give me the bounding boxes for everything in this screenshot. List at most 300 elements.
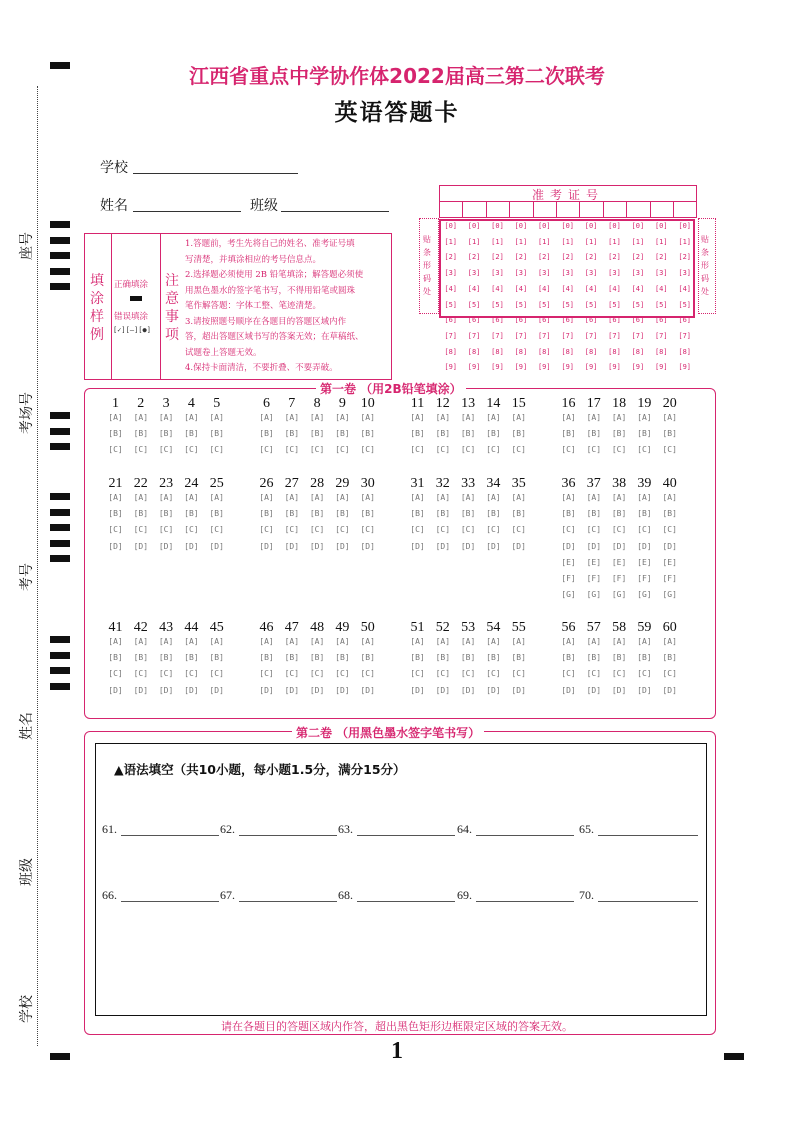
answer-bubble[interactable]: [C] (460, 525, 476, 535)
exam-id-bubble[interactable]: [5] (678, 300, 692, 309)
answer-bubble[interactable]: [D] (561, 541, 576, 551)
answer-bubble[interactable]: [D] (511, 685, 526, 695)
exam-id-bubble[interactable]: [0] (561, 222, 575, 230)
exam-id-bubble[interactable]: [2] (444, 253, 458, 262)
exam-id-bubble[interactable]: [8] (444, 347, 458, 356)
answer-bubble[interactable]: [C] (184, 525, 199, 535)
exam-id-bubble[interactable]: [5] (444, 300, 458, 309)
answer-bubble[interactable]: [G] (611, 590, 627, 600)
exam-id-bubble[interactable]: [8] (514, 347, 528, 356)
exam-id-bubble[interactable]: [1] (444, 237, 458, 246)
exam-id-bubble[interactable]: [9] (514, 363, 528, 372)
answer-bubble[interactable]: [B] (460, 429, 476, 439)
exam-id-bubble[interactable]: [4] (678, 284, 692, 293)
answer-bubble[interactable]: [A] (335, 637, 350, 646)
answer-bubble[interactable]: [A] (108, 493, 123, 502)
exam-id-bubble[interactable]: [6] (537, 316, 551, 325)
exam-id-bubble[interactable]: [3] (537, 269, 551, 278)
answer-bubble[interactable]: [B] (435, 509, 451, 519)
exam-id-bubble[interactable]: [8] (584, 347, 598, 356)
answer-bubble[interactable]: [B] (133, 653, 149, 663)
exam-id-box[interactable] (673, 201, 697, 218)
answer-bubble[interactable]: [D] (108, 685, 123, 695)
answer-bubble[interactable]: [C] (611, 525, 627, 535)
answer-bubble[interactable]: [A] (511, 493, 526, 502)
exam-id-bubble[interactable]: [6] (631, 316, 645, 325)
answer-line[interactable] (598, 900, 698, 902)
answer-bubble[interactable]: [E] (586, 557, 602, 567)
answer-bubble[interactable]: [B] (561, 653, 576, 663)
answer-bubble[interactable]: [A] (309, 413, 325, 422)
answer-bubble[interactable]: [C] (158, 445, 174, 455)
answer-bubble[interactable]: [B] (486, 653, 501, 663)
exam-id-bubble[interactable]: [8] (608, 347, 621, 356)
answer-bubble[interactable]: [B] (259, 653, 274, 663)
exam-id-bubble[interactable]: [0] (537, 222, 551, 230)
answer-bubble[interactable]: [B] (309, 429, 325, 439)
answer-bubble[interactable]: [A] (586, 493, 602, 502)
answer-line[interactable] (357, 834, 455, 836)
answer-bubble[interactable]: [C] (561, 445, 576, 455)
exam-id-bubble[interactable]: [7] (537, 331, 551, 340)
answer-bubble[interactable]: [D] (435, 541, 451, 551)
answer-bubble[interactable]: [D] (586, 541, 602, 551)
answer-bubble[interactable]: [A] (259, 413, 274, 422)
exam-id-bubble[interactable]: [0] (514, 222, 528, 230)
answer-bubble[interactable]: [A] (360, 493, 375, 502)
answer-line[interactable] (239, 834, 337, 836)
answer-line[interactable] (476, 900, 574, 902)
answer-bubble[interactable]: [C] (460, 669, 476, 679)
answer-bubble[interactable]: [C] (335, 669, 350, 679)
exam-id-bubble[interactable]: [6] (444, 316, 458, 325)
exam-id-bubble[interactable]: [7] (631, 331, 645, 340)
answer-bubble[interactable]: [A] (611, 637, 627, 646)
answer-bubble[interactable]: [B] (284, 429, 300, 439)
answer-bubble[interactable]: [A] (611, 413, 627, 422)
answer-bubble[interactable]: [E] (561, 557, 576, 567)
exam-id-bubble[interactable]: [8] (678, 347, 692, 356)
answer-bubble[interactable]: [A] (184, 413, 199, 422)
answer-bubble[interactable]: [D] (611, 685, 627, 695)
answer-bubble[interactable]: [C] (561, 525, 576, 535)
answer-line[interactable] (476, 834, 574, 836)
exam-id-bubble[interactable]: [3] (584, 269, 598, 278)
exam-id-bubble[interactable]: [4] (467, 284, 481, 293)
exam-id-bubble[interactable]: [6] (608, 316, 621, 325)
answer-bubble[interactable]: [B] (637, 509, 652, 519)
exam-id-bubble[interactable]: [3] (514, 269, 528, 278)
exam-id-bubble[interactable]: [7] (444, 331, 458, 340)
answer-bubble[interactable]: [A] (637, 637, 652, 646)
answer-line[interactable] (598, 834, 698, 836)
answer-bubble[interactable]: [C] (360, 669, 375, 679)
answer-bubble[interactable]: [E] (662, 557, 677, 567)
answer-bubble[interactable]: [D] (158, 541, 174, 551)
exam-id-bubble[interactable]: [9] (631, 363, 645, 372)
answer-bubble[interactable]: [A] (561, 637, 576, 646)
answer-bubble[interactable]: [B] (108, 429, 123, 439)
exam-id-bubble[interactable]: [5] (537, 300, 551, 309)
exam-id-bubble[interactable]: [8] (537, 347, 551, 356)
school-field[interactable] (133, 157, 298, 174)
answer-bubble[interactable]: [A] (284, 493, 300, 502)
answer-bubble[interactable]: [A] (662, 493, 677, 502)
exam-id-bubble[interactable]: [6] (514, 316, 528, 325)
answer-bubble[interactable]: [C] (284, 445, 300, 455)
exam-id-bubble[interactable]: [1] (584, 237, 598, 246)
answer-bubble[interactable]: [A] (133, 637, 149, 646)
answer-bubble[interactable]: [F] (637, 574, 652, 583)
answer-bubble[interactable]: [C] (586, 525, 602, 535)
answer-bubble[interactable]: [D] (611, 541, 627, 551)
answer-bubble[interactable]: [A] (435, 413, 451, 422)
exam-id-bubble[interactable]: [7] (584, 331, 598, 340)
answer-bubble[interactable]: [C] (586, 669, 602, 679)
answer-bubble[interactable]: [A] (662, 637, 677, 646)
answer-bubble[interactable]: [D] (360, 685, 375, 695)
exam-id-bubble[interactable]: [8] (561, 347, 575, 356)
answer-bubble[interactable]: [B] (662, 509, 677, 519)
answer-bubble[interactable]: [A] (259, 493, 274, 502)
answer-bubble[interactable]: [D] (259, 685, 274, 695)
answer-bubble[interactable]: [B] (486, 509, 501, 519)
answer-bubble[interactable]: [D] (486, 541, 501, 551)
answer-bubble[interactable]: [A] (586, 413, 602, 422)
answer-bubble[interactable]: [C] (637, 525, 652, 535)
exam-id-bubble[interactable]: [9] (537, 363, 551, 372)
answer-bubble[interactable]: [A] (158, 413, 174, 422)
answer-bubble[interactable]: [D] (108, 541, 123, 551)
answer-bubble[interactable]: [B] (133, 509, 149, 519)
answer-bubble[interactable]: [D] (259, 541, 274, 551)
class-field[interactable] (281, 195, 389, 212)
answer-bubble[interactable]: [G] (637, 590, 652, 600)
answer-bubble[interactable]: [B] (662, 653, 677, 663)
exam-id-bubble[interactable]: [7] (608, 331, 621, 340)
answer-bubble[interactable]: [C] (511, 669, 526, 679)
answer-bubble[interactable]: [A] (637, 413, 652, 422)
answer-bubble[interactable]: [B] (511, 509, 526, 519)
answer-bubble[interactable]: [B] (511, 429, 526, 439)
answer-bubble[interactable]: [C] (335, 445, 350, 455)
answer-bubble[interactable]: [A] (158, 637, 174, 646)
exam-id-bubble[interactable]: [8] (631, 347, 645, 356)
exam-id-box[interactable] (462, 201, 486, 218)
answer-bubble[interactable]: [B] (259, 509, 274, 519)
exam-id-bubble[interactable]: [1] (514, 237, 528, 246)
answer-bubble[interactable]: [D] (410, 685, 425, 695)
answer-bubble[interactable]: [C] (284, 669, 300, 679)
answer-bubble[interactable]: [A] (662, 413, 677, 422)
answer-line[interactable] (357, 900, 455, 902)
answer-bubble[interactable]: [A] (511, 637, 526, 646)
exam-id-bubble[interactable]: [4] (584, 284, 598, 293)
exam-id-bubble[interactable]: [9] (491, 363, 504, 372)
answer-bubble[interactable]: [A] (335, 413, 350, 422)
answer-bubble[interactable]: [B] (360, 509, 375, 519)
answer-bubble[interactable]: [C] (486, 669, 501, 679)
exam-id-bubble[interactable]: [2] (678, 253, 692, 262)
answer-bubble[interactable]: [D] (184, 541, 199, 551)
exam-id-bubble[interactable]: [9] (678, 363, 692, 372)
answer-bubble[interactable]: [D] (486, 685, 501, 695)
exam-id-bubble[interactable]: [8] (654, 347, 668, 356)
exam-id-bubble[interactable]: [4] (537, 284, 551, 293)
answer-bubble[interactable]: [A] (158, 493, 174, 502)
exam-id-bubble[interactable]: [9] (654, 363, 668, 372)
exam-id-bubble[interactable]: [4] (444, 284, 458, 293)
answer-bubble[interactable]: [A] (460, 493, 476, 502)
answer-bubble[interactable]: [B] (360, 429, 375, 439)
answer-bubble[interactable]: [B] (561, 509, 576, 519)
name-field[interactable] (133, 195, 241, 212)
answer-bubble[interactable]: [B] (460, 509, 476, 519)
exam-id-bubble[interactable]: [6] (654, 316, 668, 325)
answer-bubble[interactable]: [B] (309, 509, 325, 519)
answer-bubble[interactable]: [B] (662, 429, 677, 439)
answer-bubble[interactable]: [B] (410, 509, 425, 519)
exam-id-bubble[interactable]: [0] (608, 222, 621, 230)
answer-bubble[interactable]: [D] (284, 541, 300, 551)
exam-id-bubble[interactable]: [4] (561, 284, 575, 293)
exam-id-bubble[interactable]: [2] (514, 253, 528, 262)
exam-id-bubble[interactable]: [9] (467, 363, 481, 372)
answer-bubble[interactable]: [C] (158, 669, 174, 679)
exam-id-box[interactable] (439, 201, 463, 218)
exam-id-bubble[interactable]: [6] (584, 316, 598, 325)
answer-bubble[interactable]: [A] (637, 493, 652, 502)
answer-line[interactable] (121, 900, 219, 902)
answer-bubble[interactable]: [C] (435, 669, 451, 679)
exam-id-bubble[interactable]: [0] (678, 222, 692, 230)
exam-id-bubble[interactable]: [7] (654, 331, 668, 340)
exam-id-bubble[interactable]: [1] (467, 237, 481, 246)
answer-bubble[interactable]: [D] (586, 685, 602, 695)
answer-bubble[interactable]: [A] (184, 493, 199, 502)
answer-bubble[interactable]: [A] (133, 493, 149, 502)
answer-bubble[interactable]: [A] (209, 637, 224, 646)
answer-bubble[interactable]: [B] (611, 653, 627, 663)
answer-bubble[interactable]: [C] (662, 669, 677, 679)
answer-bubble[interactable]: [D] (637, 685, 652, 695)
answer-bubble[interactable]: [A] (410, 493, 425, 502)
exam-id-bubble[interactable]: [0] (444, 222, 458, 230)
answer-bubble[interactable]: [C] (284, 525, 300, 535)
exam-id-box[interactable] (626, 201, 650, 218)
answer-bubble[interactable]: [B] (184, 653, 199, 663)
answer-bubble[interactable]: [A] (335, 493, 350, 502)
answer-bubble[interactable]: [A] (410, 637, 425, 646)
answer-bubble[interactable]: [B] (410, 429, 425, 439)
answer-bubble[interactable]: [C] (209, 445, 224, 455)
answer-bubble[interactable]: [D] (133, 685, 149, 695)
answer-bubble[interactable]: [A] (460, 413, 476, 422)
answer-bubble[interactable]: [D] (158, 685, 174, 695)
exam-id-bubble[interactable]: [3] (631, 269, 645, 278)
exam-id-bubble[interactable]: [2] (467, 253, 481, 262)
answer-bubble[interactable]: [A] (209, 493, 224, 502)
answer-bubble[interactable]: [B] (133, 429, 149, 439)
answer-bubble[interactable]: [B] (435, 653, 451, 663)
answer-bubble[interactable]: [C] (360, 525, 375, 535)
answer-bubble[interactable]: [B] (284, 509, 300, 519)
exam-id-box[interactable] (603, 201, 627, 218)
answer-bubble[interactable]: [C] (511, 525, 526, 535)
answer-bubble[interactable]: [C] (184, 669, 199, 679)
answer-bubble[interactable]: [G] (586, 590, 602, 600)
exam-id-bubble[interactable]: [5] (584, 300, 598, 309)
answer-bubble[interactable]: [B] (586, 509, 602, 519)
answer-bubble[interactable]: [E] (637, 557, 652, 567)
answer-bubble[interactable]: [D] (309, 685, 325, 695)
exam-id-bubble[interactable]: [6] (467, 316, 481, 325)
answer-bubble[interactable]: [C] (259, 445, 274, 455)
answer-bubble[interactable]: [F] (561, 574, 576, 583)
answer-bubble[interactable]: [C] (662, 525, 677, 535)
answer-bubble[interactable]: [A] (460, 637, 476, 646)
exam-id-bubble[interactable]: [3] (561, 269, 575, 278)
answer-bubble[interactable]: [C] (133, 445, 149, 455)
answer-bubble[interactable]: [D] (561, 685, 576, 695)
answer-bubble[interactable]: [C] (309, 669, 325, 679)
answer-bubble[interactable]: [C] (360, 445, 375, 455)
exam-id-box[interactable] (650, 201, 674, 218)
exam-id-bubble[interactable]: [1] (561, 237, 575, 246)
exam-id-bubble[interactable]: [3] (654, 269, 668, 278)
exam-id-bubble[interactable]: [2] (584, 253, 598, 262)
answer-bubble[interactable]: [A] (586, 637, 602, 646)
answer-bubble[interactable]: [C] (108, 525, 123, 535)
exam-id-bubble[interactable]: [3] (608, 269, 621, 278)
exam-id-bubble[interactable]: [7] (514, 331, 528, 340)
answer-bubble[interactable]: [C] (611, 669, 627, 679)
exam-id-bubble[interactable]: [7] (561, 331, 575, 340)
exam-id-bubble[interactable]: [0] (631, 222, 645, 230)
answer-bubble[interactable]: [C] (209, 669, 224, 679)
answer-bubble[interactable]: [B] (184, 509, 199, 519)
answer-bubble[interactable]: [C] (209, 525, 224, 535)
answer-bubble[interactable]: [C] (108, 669, 123, 679)
exam-id-box[interactable] (556, 201, 580, 218)
answer-bubble[interactable]: [D] (460, 541, 476, 551)
answer-bubble[interactable]: [B] (586, 653, 602, 663)
answer-line[interactable] (121, 834, 219, 836)
answer-bubble[interactable]: [C] (133, 525, 149, 535)
answer-bubble[interactable]: [B] (284, 653, 300, 663)
answer-bubble[interactable]: [B] (637, 429, 652, 439)
answer-bubble[interactable]: [B] (184, 429, 199, 439)
exam-id-bubble[interactable]: [2] (654, 253, 668, 262)
answer-bubble[interactable]: [C] (611, 445, 627, 455)
answer-bubble[interactable]: [A] (360, 637, 375, 646)
exam-id-bubble[interactable]: [4] (608, 284, 621, 293)
answer-bubble[interactable]: [D] (637, 541, 652, 551)
answer-bubble[interactable]: [F] (611, 574, 627, 583)
exam-id-bubble[interactable]: [5] (631, 300, 645, 309)
answer-bubble[interactable]: [D] (410, 541, 425, 551)
answer-bubble[interactable]: [B] (586, 429, 602, 439)
answer-bubble[interactable]: [C] (486, 525, 501, 535)
answer-bubble[interactable]: [B] (158, 653, 174, 663)
answer-bubble[interactable]: [C] (410, 525, 425, 535)
answer-bubble[interactable]: [C] (108, 445, 123, 455)
answer-bubble[interactable]: [D] (662, 541, 677, 551)
exam-id-bubble[interactable]: [5] (561, 300, 575, 309)
exam-id-bubble[interactable]: [4] (631, 284, 645, 293)
exam-id-bubble[interactable]: [0] (584, 222, 598, 230)
exam-id-bubble[interactable]: [0] (491, 222, 504, 230)
answer-bubble[interactable]: [A] (108, 637, 123, 646)
exam-id-bubble[interactable]: [1] (631, 237, 645, 246)
answer-bubble[interactable]: [D] (360, 541, 375, 551)
answer-bubble[interactable]: [A] (435, 493, 451, 502)
exam-id-bubble[interactable]: [5] (654, 300, 668, 309)
answer-bubble[interactable]: [B] (410, 653, 425, 663)
answer-bubble[interactable]: [B] (108, 653, 123, 663)
answer-bubble[interactable]: [C] (410, 669, 425, 679)
answer-bubble[interactable]: [D] (511, 541, 526, 551)
answer-bubble[interactable]: [A] (284, 637, 300, 646)
exam-id-bubble[interactable]: [2] (608, 253, 621, 262)
answer-bubble[interactable]: [B] (259, 429, 274, 439)
answer-bubble[interactable]: [D] (284, 685, 300, 695)
answer-line[interactable] (239, 900, 337, 902)
answer-bubble[interactable]: [A] (309, 493, 325, 502)
answer-bubble[interactable]: [B] (309, 653, 325, 663)
answer-bubble[interactable]: [B] (511, 653, 526, 663)
answer-bubble[interactable]: [E] (611, 557, 627, 567)
answer-bubble[interactable]: [B] (611, 509, 627, 519)
answer-bubble[interactable]: [B] (209, 653, 224, 663)
answer-bubble[interactable]: [C] (309, 445, 325, 455)
exam-id-box[interactable] (509, 201, 533, 218)
answer-bubble[interactable]: [B] (486, 429, 501, 439)
exam-id-bubble[interactable]: [6] (561, 316, 575, 325)
answer-bubble[interactable]: [C] (486, 445, 501, 455)
answer-bubble[interactable]: [B] (108, 509, 123, 519)
exam-id-bubble[interactable]: [2] (561, 253, 575, 262)
exam-id-bubble[interactable]: [3] (678, 269, 692, 278)
answer-bubble[interactable]: [D] (460, 685, 476, 695)
exam-id-bubble[interactable]: [6] (678, 316, 692, 325)
answer-bubble[interactable]: [B] (158, 429, 174, 439)
answer-bubble[interactable]: [B] (335, 509, 350, 519)
exam-id-bubble[interactable]: [7] (491, 331, 504, 340)
answer-bubble[interactable]: [C] (435, 445, 451, 455)
answer-bubble[interactable]: [C] (460, 445, 476, 455)
answer-bubble[interactable]: [C] (435, 525, 451, 535)
answer-bubble[interactable]: [F] (662, 574, 677, 583)
answer-bubble[interactable]: [B] (335, 653, 350, 663)
answer-bubble[interactable]: [A] (410, 413, 425, 422)
answer-bubble[interactable]: [C] (309, 525, 325, 535)
exam-id-bubble[interactable]: [1] (654, 237, 668, 246)
answer-bubble[interactable]: [G] (662, 590, 677, 600)
exam-id-bubble[interactable]: [2] (491, 253, 504, 262)
answer-bubble[interactable]: [A] (209, 413, 224, 422)
exam-id-bubble[interactable]: [7] (467, 331, 481, 340)
answer-bubble[interactable]: [D] (435, 685, 451, 695)
answer-bubble[interactable]: [D] (209, 541, 224, 551)
exam-id-bubble[interactable]: [9] (561, 363, 575, 372)
answer-bubble[interactable]: [C] (511, 445, 526, 455)
exam-id-box[interactable] (579, 201, 603, 218)
answer-bubble[interactable]: [C] (259, 525, 274, 535)
exam-id-bubble[interactable]: [5] (467, 300, 481, 309)
answer-bubble[interactable]: [A] (133, 413, 149, 422)
answer-bubble[interactable]: [C] (184, 445, 199, 455)
